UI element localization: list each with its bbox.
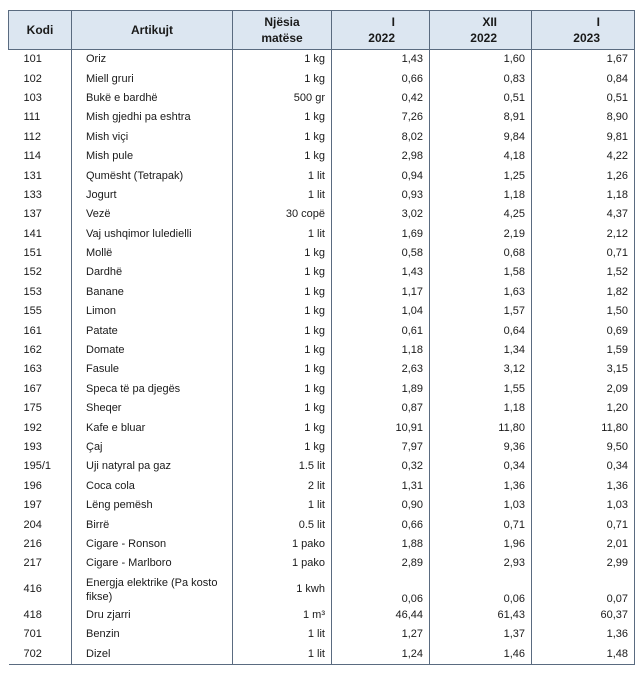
cell-dec-2022: 4,25 <box>430 205 532 224</box>
cell-jan-2022: 1,04 <box>332 302 430 321</box>
cell-jan-2023: 0,84 <box>532 69 635 88</box>
cell-jan-2022: 1,43 <box>332 50 430 70</box>
table-row <box>9 108 635 127</box>
cell-jan-2023: 0,71 <box>532 515 635 534</box>
cell-dec-2022: 0,71 <box>430 515 532 534</box>
table-row <box>9 515 635 534</box>
cell-artikulli: Vezë <box>72 205 233 224</box>
cell-jan-2022: 10,91 <box>332 418 430 437</box>
cell-jan-2023: 2,99 <box>532 554 635 573</box>
cell-njesia: 30 copë <box>233 205 332 224</box>
header-jan-2022: I 2022 <box>332 11 430 50</box>
cell-dec-2022: 0,83 <box>430 69 532 88</box>
cell-artikulli: Dardhë <box>72 263 233 282</box>
table-row <box>9 477 635 496</box>
cell-jan-2023: 2,12 <box>532 225 635 244</box>
cell-artikulli: Bukë e bardhë <box>72 89 233 108</box>
cell-artikulli: Lëng pemësh <box>72 496 233 515</box>
cell-jan-2022: 0,90 <box>332 496 430 515</box>
cell-jan-2023: 2,01 <box>532 535 635 554</box>
cell-dec-2022: 1,18 <box>430 399 532 418</box>
table-row <box>9 128 635 147</box>
cell-jan-2023: 3,15 <box>532 360 635 379</box>
cell-kodi: 216 <box>23 537 42 550</box>
cell-jan-2023: 4,22 <box>532 147 635 166</box>
cell-jan-2023: 1,18 <box>532 186 635 205</box>
cell-jan-2022: 1,89 <box>332 380 430 399</box>
cell-dec-2022: 1,55 <box>430 380 532 399</box>
cell-njesia: 1 kg <box>233 321 332 340</box>
cell-njesia: 1 kg <box>233 108 332 127</box>
header-artikujt: Artikujt <box>72 11 233 50</box>
cell-jan-2023: 1,50 <box>532 302 635 321</box>
table-row <box>9 554 635 573</box>
cell-jan-2023: 1,20 <box>532 399 635 418</box>
cell-njesia: 1 kwh <box>233 574 332 606</box>
cell-kodi: 204 <box>23 518 42 531</box>
cell-kodi: 155 <box>23 305 42 318</box>
cell-njesia: 1 kg <box>233 283 332 302</box>
cell-dec-2022: 1,46 <box>430 644 532 664</box>
cell-jan-2023: 1,59 <box>532 341 635 360</box>
cell-njesia: 1 m³ <box>233 606 332 625</box>
cell-dec-2022: 1,96 <box>430 535 532 554</box>
cell-artikulli: Dru zjarri <box>72 606 233 625</box>
cell-jan-2023: 0,34 <box>532 457 635 476</box>
table-row <box>9 535 635 554</box>
cell-njesia: 1 kg <box>233 244 332 263</box>
cell-dec-2022: 1,03 <box>430 496 532 515</box>
cell-jan-2023: 1,03 <box>532 496 635 515</box>
cell-dec-2022: 0,68 <box>430 244 532 263</box>
table-row <box>9 606 635 625</box>
cell-artikulli: Mollë <box>72 244 233 263</box>
cell-dec-2022: 1,36 <box>430 477 532 496</box>
cell-artikulli: Mish pule <box>72 147 233 166</box>
cell-njesia: 1 kg <box>233 399 332 418</box>
cell-artikulli: Çaj <box>72 438 233 457</box>
cell-artikulli: Sheqer <box>72 399 233 418</box>
cell-jan-2022: 1,88 <box>332 535 430 554</box>
cell-artikulli: Cigare - Ronson <box>72 535 233 554</box>
cell-dec-2022: 1,60 <box>430 50 532 70</box>
cell-kodi: 111 <box>23 111 41 124</box>
table-header-row <box>9 11 635 50</box>
cell-kodi: 103 <box>23 91 42 104</box>
cell-jan-2022: 2,98 <box>332 147 430 166</box>
cell-jan-2022: 1,27 <box>332 625 430 644</box>
cell-dec-2022: 9,36 <box>430 438 532 457</box>
cell-dec-2022: 1,57 <box>430 302 532 321</box>
cell-kodi: 102 <box>23 72 42 85</box>
cell-jan-2023: 1,48 <box>532 644 635 664</box>
cell-njesia: 1 kg <box>233 418 332 437</box>
table-row <box>9 574 635 606</box>
cell-artikulli: Speca të pa djegës <box>72 380 233 399</box>
cell-jan-2022: 0,32 <box>332 457 430 476</box>
cell-njesia: 1 kg <box>233 263 332 282</box>
cell-dec-2022: 3,12 <box>430 360 532 379</box>
cell-jan-2023: 11,80 <box>532 418 635 437</box>
table-row <box>9 147 635 166</box>
table-row <box>9 69 635 88</box>
cell-artikulli: Oriz <box>72 50 233 70</box>
cell-kodi: 175 <box>23 402 42 415</box>
table-row <box>9 186 635 205</box>
cell-artikulli: Domate <box>72 341 233 360</box>
cell-kodi: 101 <box>23 53 42 66</box>
table-row <box>9 341 635 360</box>
cell-artikulli: Uji natyral pa gaz <box>72 457 233 476</box>
cell-dec-2022: 1,34 <box>430 341 532 360</box>
cell-jan-2023: 0,51 <box>532 89 635 108</box>
cell-artikulli: Patate <box>72 321 233 340</box>
header-kodi: Kodi <box>9 11 72 50</box>
cell-dec-2022: 2,19 <box>430 225 532 244</box>
cell-artikulli: Banane <box>72 283 233 302</box>
cell-artikulli: Kafe e bluar <box>72 418 233 437</box>
table-row <box>9 644 635 664</box>
cell-artikulli: Limon <box>72 302 233 321</box>
cell-njesia: 1 kg <box>233 128 332 147</box>
cell-jan-2022: 0,58 <box>332 244 430 263</box>
cell-njesia: 1 pako <box>233 554 332 573</box>
cell-dec-2022: 1,25 <box>430 166 532 185</box>
cell-artikulli: Mish gjedhi pa eshtra <box>72 108 233 127</box>
cell-jan-2023: 1,36 <box>532 625 635 644</box>
price-table <box>8 10 635 665</box>
cell-jan-2023: 60,37 <box>532 606 635 625</box>
table-row <box>9 225 635 244</box>
cell-dec-2022: 4,18 <box>430 147 532 166</box>
table-row <box>9 457 635 476</box>
cell-jan-2022: 1,24 <box>332 644 430 664</box>
cell-dec-2022: 1,58 <box>430 263 532 282</box>
cell-kodi: 151 <box>23 247 42 260</box>
cell-kodi: 167 <box>23 382 42 395</box>
cell-kodi: 196 <box>23 479 42 492</box>
cell-jan-2022: 1,17 <box>332 283 430 302</box>
cell-jan-2022: 1,43 <box>332 263 430 282</box>
cell-jan-2023: 4,37 <box>532 205 635 224</box>
cell-dec-2022: 0,06 <box>430 574 532 606</box>
table-row <box>9 50 635 70</box>
cell-njesia: 1 lit <box>233 186 332 205</box>
cell-njesia: 1 kg <box>233 302 332 321</box>
cell-artikulli: Cigare - Marlboro <box>72 554 233 573</box>
cell-njesia: 1 kg <box>233 50 332 70</box>
cell-jan-2022: 8,02 <box>332 128 430 147</box>
cell-jan-2022: 0,06 <box>332 574 430 606</box>
cell-jan-2023: 8,90 <box>532 108 635 127</box>
cell-jan-2022: 46,44 <box>332 606 430 625</box>
cell-kodi: 416 <box>23 583 42 596</box>
cell-jan-2022: 2,89 <box>332 554 430 573</box>
cell-kodi: 192 <box>23 421 42 434</box>
cell-jan-2023: 0,69 <box>532 321 635 340</box>
cell-jan-2022: 0,94 <box>332 166 430 185</box>
cell-jan-2023: 0,71 <box>532 244 635 263</box>
cell-kodi: 701 <box>23 628 42 641</box>
cell-kodi: 197 <box>23 499 42 512</box>
cell-kodi: 152 <box>23 266 42 279</box>
cell-jan-2022: 0,66 <box>332 515 430 534</box>
table-row <box>9 89 635 108</box>
cell-dec-2022: 8,91 <box>430 108 532 127</box>
cell-jan-2022: 2,63 <box>332 360 430 379</box>
cell-kodi: 418 <box>23 608 42 621</box>
cell-artikulli: Jogurt <box>72 186 233 205</box>
cell-artikulli: Energja elektrike (Pa kosto fikse) <box>72 574 233 606</box>
header-jan-2023: I 2023 <box>532 11 635 50</box>
cell-njesia: 1 kg <box>233 360 332 379</box>
cell-kodi: 112 <box>23 130 42 143</box>
cell-dec-2022: 11,80 <box>430 418 532 437</box>
cell-njesia: 500 gr <box>233 89 332 108</box>
cell-njesia: 1 lit <box>233 644 332 664</box>
cell-jan-2022: 0,61 <box>332 321 430 340</box>
cell-dec-2022: 1,37 <box>430 625 532 644</box>
cell-jan-2023: 1,26 <box>532 166 635 185</box>
cell-jan-2022: 0,66 <box>332 69 430 88</box>
cell-jan-2023: 9,50 <box>532 438 635 457</box>
cell-artikulli: Qumësht (Tetrapak) <box>72 166 233 185</box>
table-row <box>9 418 635 437</box>
cell-jan-2023: 1,52 <box>532 263 635 282</box>
cell-njesia: 0.5 lit <box>233 515 332 534</box>
cell-jan-2022: 0,93 <box>332 186 430 205</box>
cell-kodi: 114 <box>23 150 42 163</box>
cell-jan-2023: 1,36 <box>532 477 635 496</box>
cell-njesia: 1.5 lit <box>233 457 332 476</box>
cell-jan-2023: 2,09 <box>532 380 635 399</box>
cell-kodi: 131 <box>23 169 42 182</box>
cell-artikulli: Benzin <box>72 625 233 644</box>
cell-jan-2022: 3,02 <box>332 205 430 224</box>
cell-jan-2023: 9,81 <box>532 128 635 147</box>
cell-jan-2022: 7,26 <box>332 108 430 127</box>
cell-artikulli: Fasule <box>72 360 233 379</box>
cell-jan-2023: 1,67 <box>532 50 635 70</box>
cell-njesia: 1 lit <box>233 166 332 185</box>
cell-artikulli: Dizel <box>72 644 233 664</box>
table-row <box>9 380 635 399</box>
cell-njesia: 1 lit <box>233 496 332 515</box>
cell-dec-2022: 0,51 <box>430 89 532 108</box>
table-row <box>9 496 635 515</box>
cell-jan-2022: 7,97 <box>332 438 430 457</box>
cell-jan-2022: 1,18 <box>332 341 430 360</box>
cell-kodi: 161 <box>23 324 42 337</box>
table-row <box>9 244 635 263</box>
table-row <box>9 205 635 224</box>
table-row <box>9 166 635 185</box>
cell-jan-2022: 1,31 <box>332 477 430 496</box>
cell-kodi: 217 <box>23 557 42 570</box>
cell-kodi: 702 <box>9 644 72 664</box>
cell-njesia: 1 kg <box>233 147 332 166</box>
cell-artikulli: Birrë <box>72 515 233 534</box>
table-row <box>9 283 635 302</box>
cell-artikulli: Vaj ushqimor luledielli <box>72 225 233 244</box>
header-dec-2022: XII 2022 <box>430 11 532 50</box>
cell-njesia: 1 pako <box>233 535 332 554</box>
cell-kodi: 163 <box>23 363 42 376</box>
cell-dec-2022: 9,84 <box>430 128 532 147</box>
table-row <box>9 302 635 321</box>
cell-njesia: 1 lit <box>233 225 332 244</box>
cell-dec-2022: 2,93 <box>430 554 532 573</box>
cell-artikulli: Miell gruri <box>72 69 233 88</box>
cell-njesia: 2 lit <box>233 477 332 496</box>
table-row <box>9 399 635 418</box>
cell-njesia: 1 kg <box>233 380 332 399</box>
cell-jan-2022: 1,69 <box>332 225 430 244</box>
cell-jan-2022: 0,87 <box>332 399 430 418</box>
cell-dec-2022: 1,63 <box>430 283 532 302</box>
cell-jan-2023: 0,07 <box>532 574 635 606</box>
cell-artikulli: Mish viçi <box>72 128 233 147</box>
header-njesia-matese: Njësia matëse <box>233 11 332 50</box>
cell-dec-2022: 0,64 <box>430 321 532 340</box>
cell-artikulli: Coca cola <box>72 477 233 496</box>
table-row <box>9 263 635 282</box>
cell-dec-2022: 61,43 <box>430 606 532 625</box>
cell-kodi: 195/1 <box>23 460 52 473</box>
cell-njesia: 1 kg <box>233 341 332 360</box>
table-row <box>9 321 635 340</box>
cell-kodi: 153 <box>23 285 42 298</box>
cell-kodi: 162 <box>23 344 42 357</box>
cell-jan-2023: 1,82 <box>532 283 635 302</box>
table-row <box>9 625 635 644</box>
cell-kodi: 141 <box>23 227 42 240</box>
cell-kodi: 137 <box>23 208 42 221</box>
table-row <box>9 438 635 457</box>
cell-njesia: 1 kg <box>233 69 332 88</box>
cell-njesia: 1 kg <box>233 438 332 457</box>
cell-jan-2022: 0,42 <box>332 89 430 108</box>
cell-kodi: 133 <box>23 188 42 201</box>
cell-dec-2022: 0,34 <box>430 457 532 476</box>
cell-dec-2022: 1,18 <box>430 186 532 205</box>
table-row <box>9 360 635 379</box>
cell-njesia: 1 lit <box>233 625 332 644</box>
cell-kodi: 193 <box>23 441 42 453</box>
